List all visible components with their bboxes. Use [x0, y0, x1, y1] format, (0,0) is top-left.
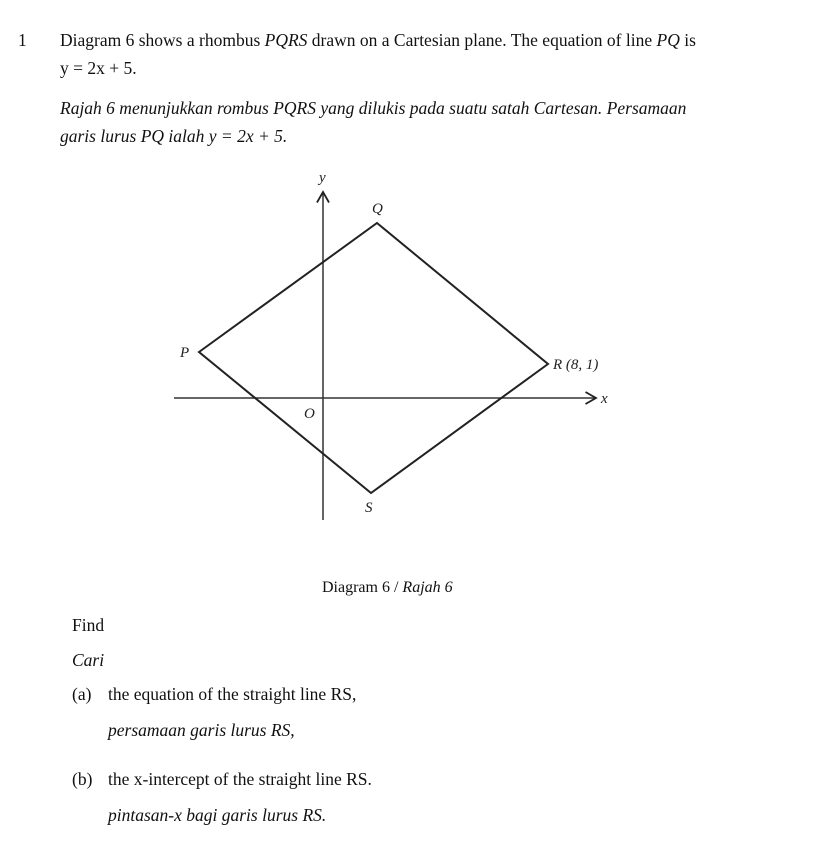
vertex-q-label: Q: [372, 201, 383, 217]
equation-pq: y = 2x + 5.: [60, 58, 137, 78]
vertex-p-label: P: [180, 345, 190, 361]
cari-label: Cari: [72, 650, 105, 670]
y-axis-label: y: [319, 170, 326, 186]
part-b-text-ms: pintasan-x bagi garis lurus RS.: [108, 805, 327, 825]
origin-label: O: [304, 406, 315, 422]
vertex-s-label: S: [365, 500, 373, 516]
rhombus-pqrs: [199, 223, 548, 493]
diagram-caption: Diagram 6 / Rajah 6: [322, 579, 453, 596]
question-text-ms-2: garis lurus PQ ialah y = 2x + 5.: [60, 126, 288, 146]
part-b-text-en: the x-intercept of the straight line RS.: [108, 769, 372, 789]
question-text-en: Diagram 6 shows a rhombus PQRS drawn on a Cartesian plane. The equation of line PQ is: [60, 30, 696, 50]
part-a-text-ms: persamaan garis lurus RS,: [108, 720, 295, 740]
vertex-r-label: R (8, 1): [553, 357, 599, 373]
question-number: 1: [18, 30, 27, 50]
question-text-ms: Rajah 6 menunjukkan rombus PQRS yang dilukis pada suatu satah Cartesan. Persamaan: [60, 98, 687, 118]
part-a-text-en: the equation of the straight line RS,: [108, 684, 357, 704]
x-axis-label: x: [601, 391, 608, 407]
find-label: Find: [72, 615, 105, 635]
part-b-label: (b): [72, 769, 93, 789]
part-a-label: (a): [72, 684, 92, 704]
